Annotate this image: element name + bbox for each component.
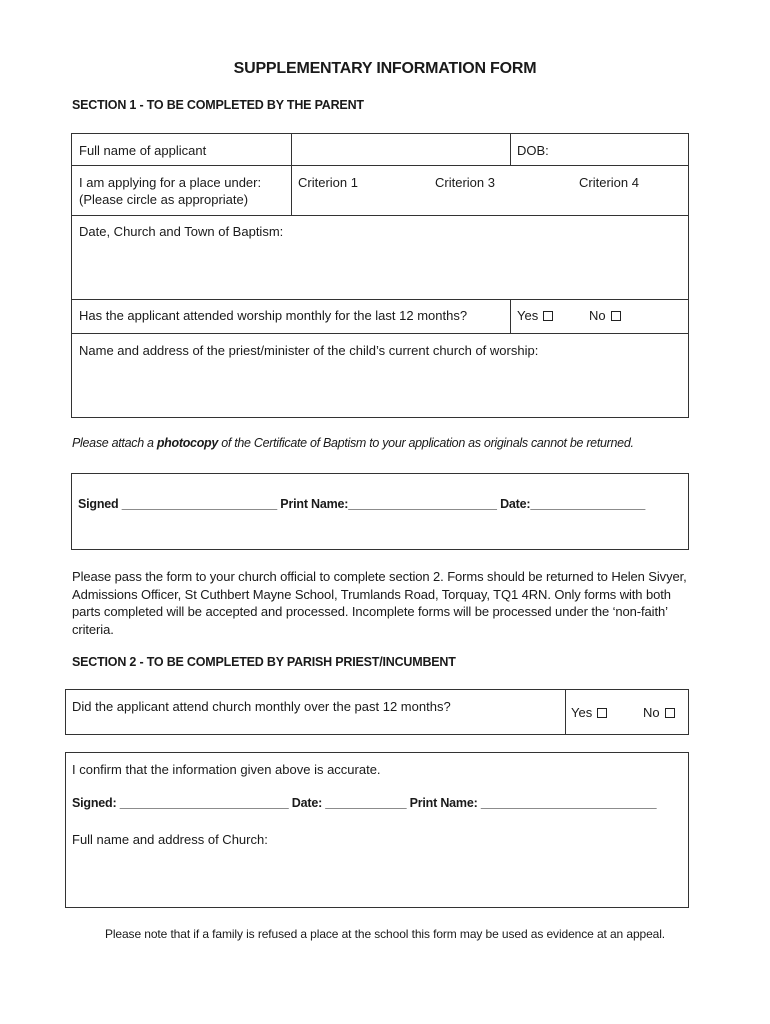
worship-question: Has the applicant attended worship monthly for the last 12 months? [79, 308, 468, 323]
worship-no-option[interactable] [589, 307, 621, 324]
applying-label-line2: (Please circle as appropriate) [79, 192, 249, 207]
appeal-footnote: Please note that if a family is refused a place at the school this form may be used as evidence at an appeal. [104, 927, 666, 941]
signature-box [71, 473, 689, 550]
section1-heading: SECTION 1 - TO BE COMPLETED BY THE PARENT [72, 98, 364, 112]
col-divider [510, 299, 511, 333]
baptism-field[interactable] [72, 242, 688, 298]
section2-attendance-table [65, 689, 689, 735]
col-divider [510, 134, 511, 165]
church-label: Full name and address of Church: [72, 832, 268, 847]
no-label: No [589, 308, 606, 323]
row-divider [72, 333, 688, 334]
church-field[interactable] [66, 851, 688, 907]
attach-note-before: Please attach a [72, 436, 157, 450]
full-name-label: Full name of applicant [79, 143, 207, 158]
dob-field[interactable] [552, 134, 688, 165]
dob-label: DOB: [517, 143, 549, 158]
no-checkbox[interactable] [665, 708, 675, 718]
section1-table [71, 133, 689, 418]
attend-yes-option[interactable] [571, 704, 607, 721]
full-name-field[interactable] [292, 134, 510, 165]
no-label: No [643, 705, 660, 720]
signature-line[interactable]: Signed _______________________ Print Name:______________________ Date:_________________ [78, 497, 646, 511]
priest-label: Name and address of the priest/minister of the child’s current church of worship: [79, 343, 539, 358]
attach-note [72, 436, 634, 450]
criterion-3-option[interactable]: Criterion 3 [435, 175, 495, 190]
applying-label-line1: I am applying for a place under: [79, 175, 262, 190]
form-title: SUPPLEMENTARY INFORMATION FORM [233, 60, 537, 77]
criterion-1-option[interactable]: Criterion 1 [298, 175, 358, 190]
priest-signature-line[interactable]: Signed: _________________________ Date: ____________ Print Name: __________________________ [72, 796, 657, 810]
attach-note-after: of the Certificate of Baptism to your application as originals cannot be returned. [218, 436, 634, 450]
confirm-text: I confirm that the information given above is accurate. [72, 762, 381, 777]
row-divider [72, 165, 688, 166]
yes-checkbox[interactable] [597, 708, 607, 718]
section2-confirmation-box [65, 752, 689, 908]
section2-heading: SECTION 2 - TO BE COMPLETED BY PARISH PRIEST/INCUMBENT [72, 655, 456, 669]
no-checkbox[interactable] [611, 311, 621, 321]
worship-yes-option[interactable] [517, 307, 553, 324]
attend-question: Did the applicant attend church monthly over the past 12 months? [72, 699, 451, 714]
priest-field[interactable] [72, 360, 688, 417]
yes-label: Yes [517, 308, 539, 323]
yes-label: Yes [571, 705, 593, 720]
row-divider [72, 215, 688, 216]
col-divider [565, 690, 566, 734]
attach-note-emphasis: photocopy [156, 436, 219, 450]
attend-no-option[interactable] [643, 704, 675, 721]
criterion-4-option[interactable]: Criterion 4 [579, 175, 639, 190]
baptism-label: Date, Church and Town of Baptism: [79, 224, 284, 239]
yes-checkbox[interactable] [543, 311, 553, 321]
row-divider [72, 299, 688, 300]
instructions-paragraph: Please pass the form to your church official to complete section 2. Forms should be returned to Helen Sivyer, Admissions Officer, St Cuthbert Mayne School, Trumlands Road, Torquay, TQ1 4RN. Only forms with both parts completed will be accepted and processed. Incomplete forms will be processed under the ‘non-faith’ criteria. [72, 569, 687, 637]
